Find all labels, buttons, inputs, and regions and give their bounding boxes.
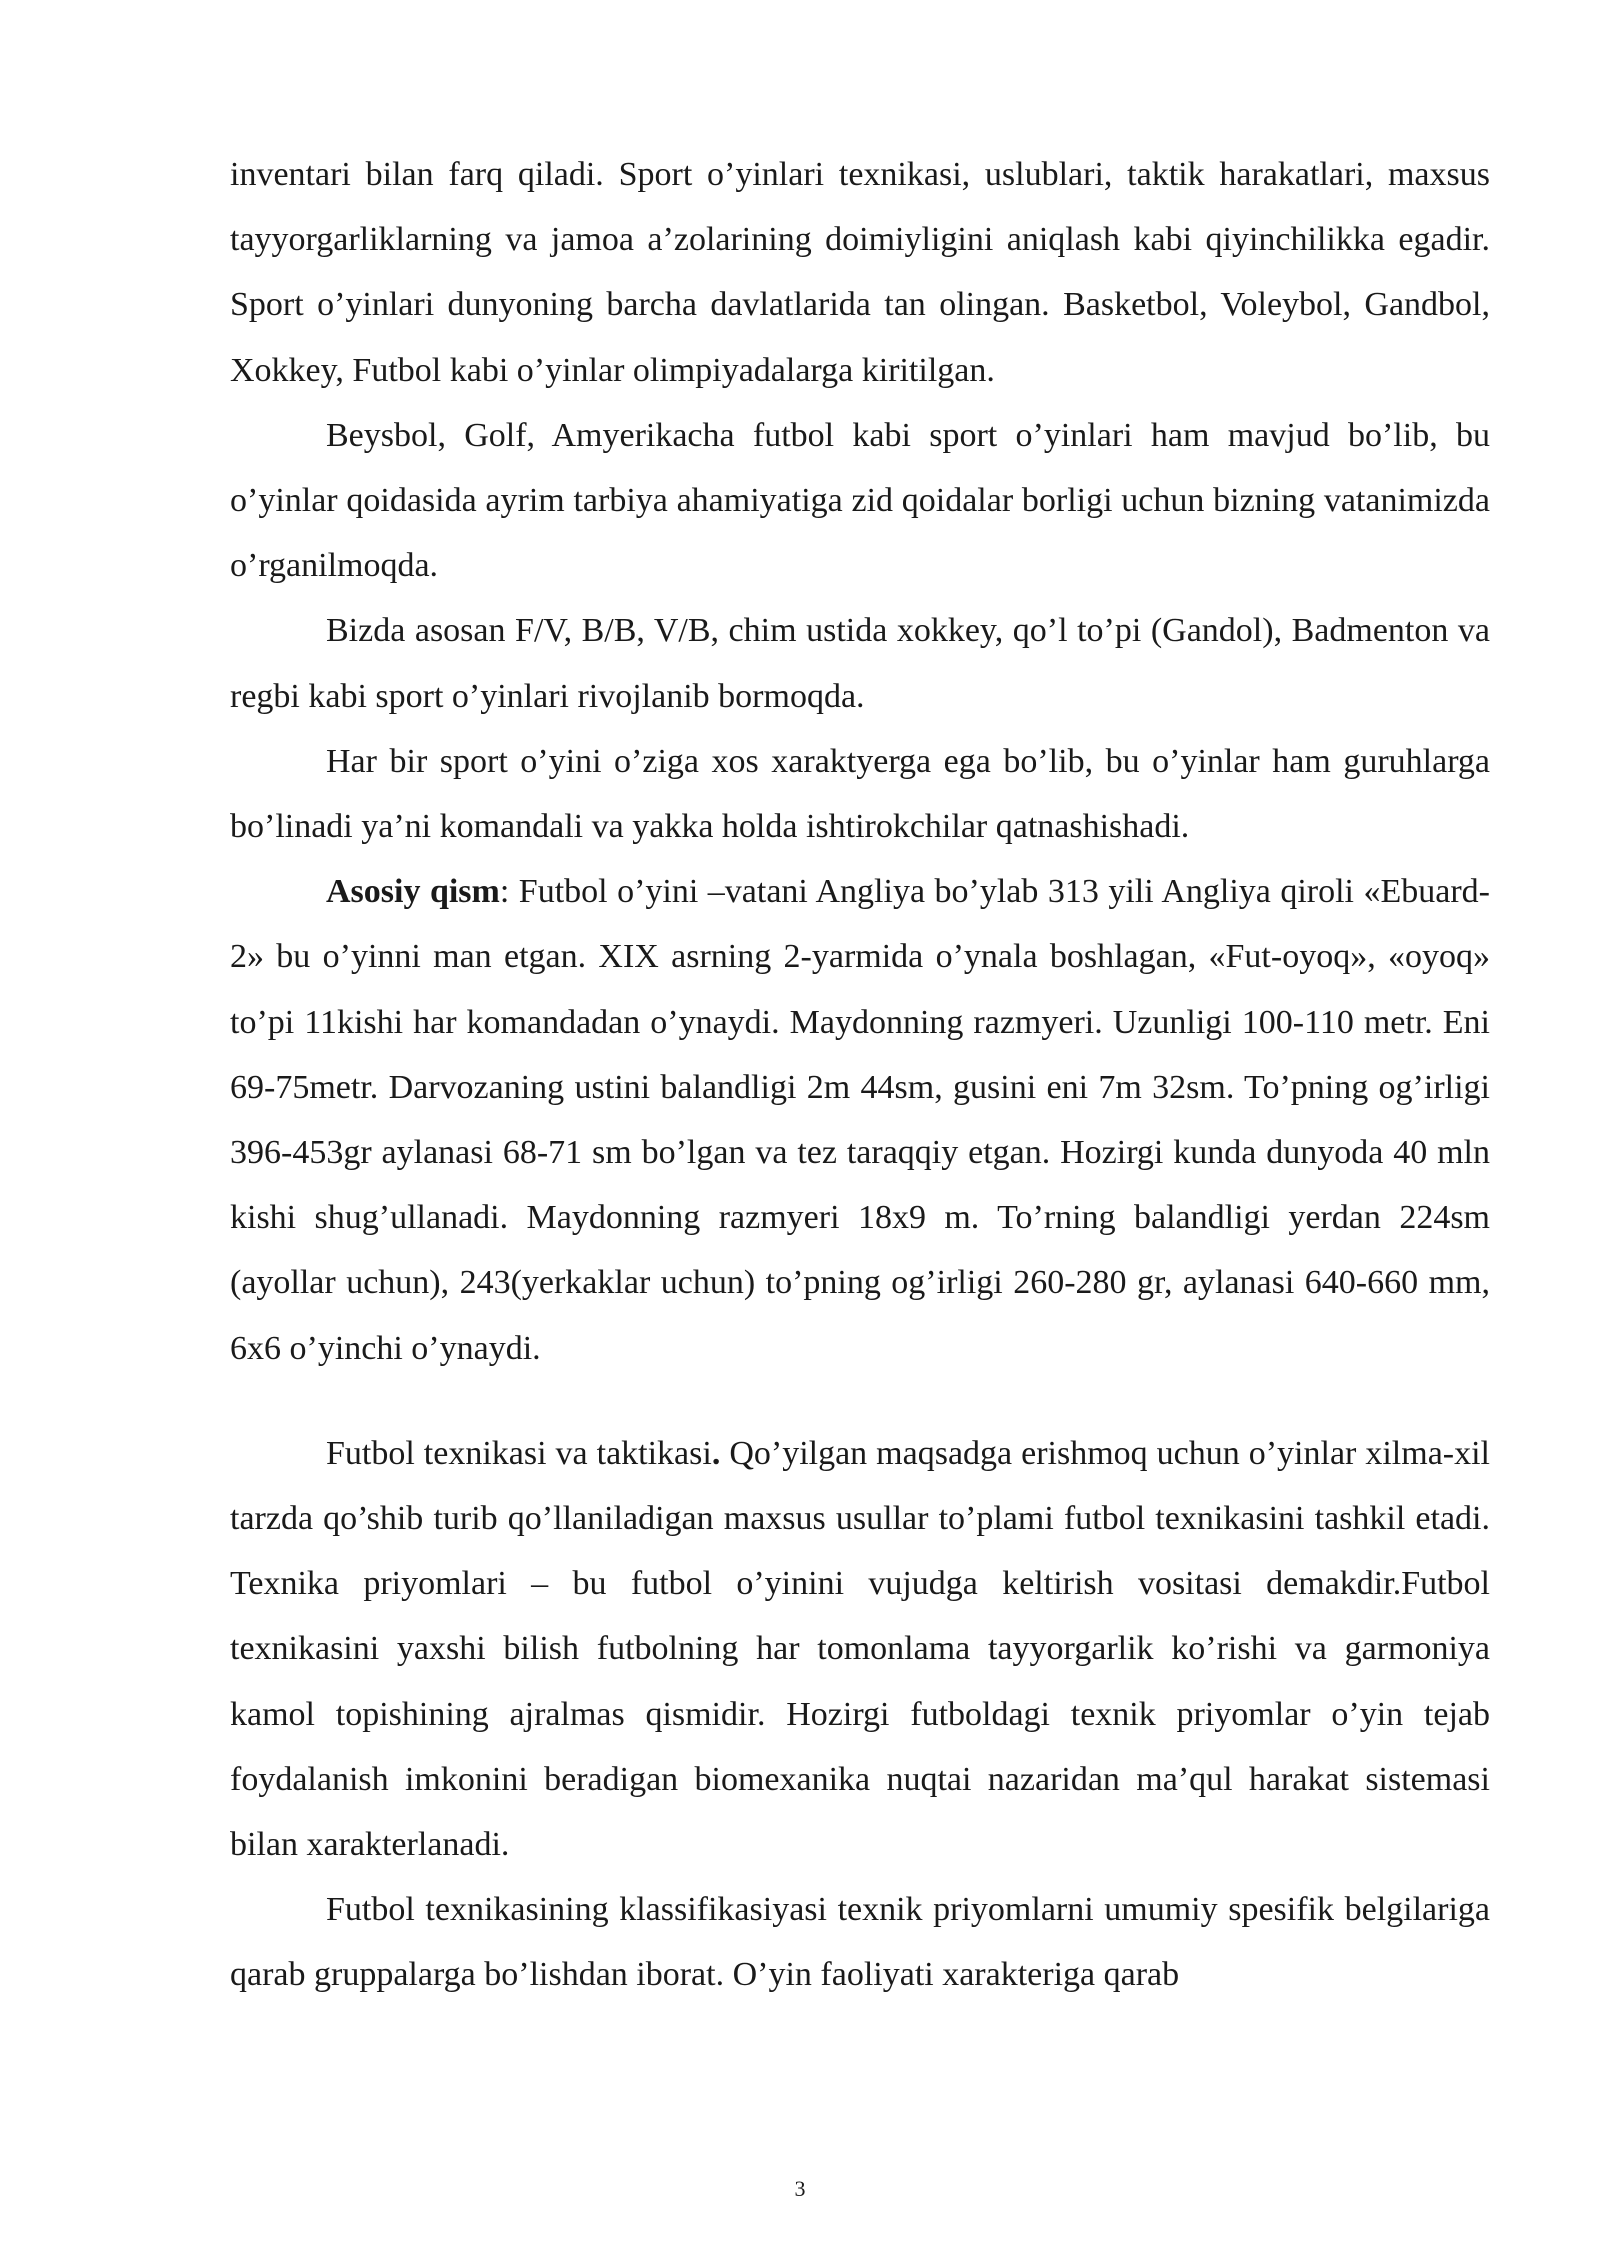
paragraph-main-part	[230, 859, 1490, 1381]
paragraph: inventari bilan farq qiladi. Sport o’yinlari texnikasi, uslublari, taktik harakatlari, maxsus tayyorgarliklarning va jamoa a’zolarining doimiyligini aniqlash kabi qiyinchilikka egadir. Sport o’yinlari dunyoning barcha davlatlarida tan olingan. Basketbol, Voleybol, Gandbol, Xokkey, Futbol kabi o’yinlar olimpiyadalarga kiritilgan.	[230, 156, 1490, 389]
paragraph-technique	[230, 1421, 1490, 1877]
section-heading-inline: Futbol texnikasi va taktikasi	[326, 1434, 712, 1472]
page-number: 3	[794, 2176, 806, 2201]
paragraph-text: Qo’yilgan maqsadga erishmoq uchun o’yinlar xilma-xil tarzda qo’shib turib qo’llaniladigan maxsus usullar to’plami futbol texnikasini tashkil etadi. Texnika priyomlari – bu futbol o’yinini vujudga keltirish vositasi demakdir.Futbol texnikasini yaxshi bilish futbolning har tomonlama tayyorgarlik ko’rishi va garmoniya kamol topishining ajralmas qismidir. Hozirgi futboldagi texnik priyomlar o’yin tejab foydalanish imkonini beradigan biomexanika nuqtai nazaridan ma’qul harakat sistemasi bilan xarakterlanadi.	[230, 1434, 1490, 1864]
paragraph: Futbol texnikasining klassifikasiyasi texnik priyomlarni umumiy spesifik belgilariga qarab gruppalarga bo’lishdan iborat. O’yin faoliyati xarakteriga qarab	[230, 1891, 1490, 1994]
body-text	[230, 142, 1490, 2008]
paragraph-text: : Futbol o’yini –vatani Angliya bo’ylab 313 yili Angliya qiroli «Ebuard-2» bu o’yinni man etgan. XIX asrning 2-yarmida o’ynala boshlagan, «Fut-oyoq», «oyoq» to’pi 11kishi har komandadan o’ynaydi. Maydonning razmyeri. Uzunligi 100-110 metr. Eni 69-75metr. Darvozaning ustini balandligi 2m 44sm, gusini eni 7m 32sm. To’pning og’irligi 396-453gr aylanasi 68-71 sm bo’lgan va tez taraqqiy etgan. Hozirgi kunda dunyoda 40 mln kishi shug’ullanadi. Maydonning razmyeri 18x9 m. To’rning balandligi yerdan 224sm (ayollar uchun), 243(yerkaklar uchun) to’pning og’irligi 260-280 gr, aylanasi 640-660 mm, 6x6 o’yinchi o’ynaydi.	[230, 873, 1490, 1367]
paragraph: Bizda asosan F/V, B/B, V/B, chim ustida xokkey, qo’l to’pi (Gandol), Badmenton va regbi kabi sport o’yinlari rivojlanib bormoqda.	[230, 612, 1490, 715]
heading-period: .	[711, 1434, 721, 1472]
section-heading-inline: Asosiy qism	[326, 873, 500, 911]
paragraph: Beysbol, Golf, Amyerikacha futbol kabi sport o’yinlari ham mavjud bo’lib, bu o’yinlar qoidasida ayrim tarbiya ahamiyatiga zid qoidalar borligi uchun bizning vatanimizda o’rganilmoqda.	[230, 416, 1490, 585]
paragraph: Har bir sport o’yini o’ziga xos xaraktyerga ega bo’lib, bu o’yinlar ham guruhlarga bo’linadi ya’ni komandali va yakka holda ishtirokchilar qatnashishadi.	[230, 742, 1490, 846]
